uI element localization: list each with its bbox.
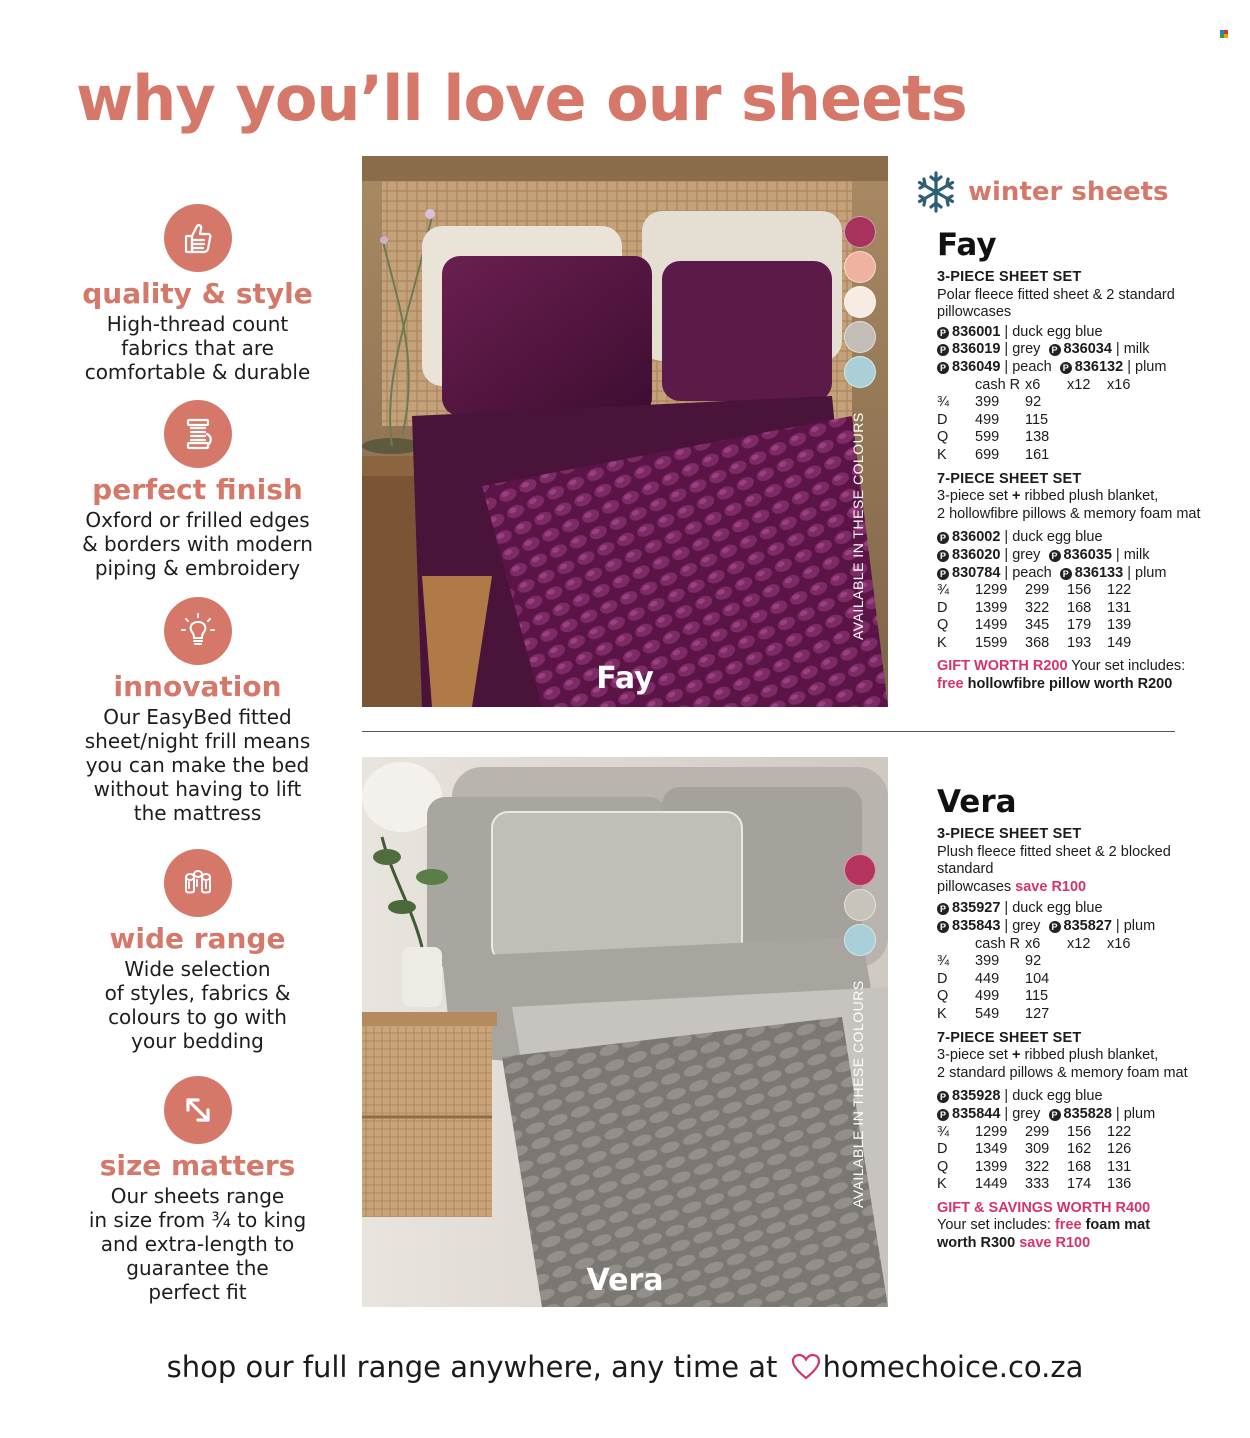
feature-title: perfect finish (92, 473, 303, 506)
p-badge-icon: P (937, 362, 949, 374)
diagonal-arrow-icon (164, 1076, 232, 1144)
p-badge-icon: P (1060, 568, 1072, 580)
colour-swatch-duck-egg-blue (844, 924, 876, 956)
vera-product-photo (362, 757, 888, 1307)
set-description-line2: 2 standard pillows & memory foam mat (937, 1064, 1188, 1081)
product-codes (937, 324, 1227, 377)
price-table: cash R x6 x12 x16 ¾ 399 92 D 449 104 Q 499 115 K 549 127 (937, 935, 1131, 1022)
p-badge-icon: P (937, 1109, 949, 1121)
vera-photo-label: Vera (586, 1263, 664, 1298)
fay-available-colours-label: AVAILABLE IN THESE COLOURS (850, 412, 866, 640)
website-link[interactable]: homechoice.co.za (822, 1350, 1084, 1384)
p-badge-icon: P (937, 1091, 949, 1103)
product-name: Fay (937, 227, 997, 263)
feature-quality-style (60, 204, 335, 384)
corner-logo-mark (1220, 30, 1228, 38)
product-codes: P 836002 | duck egg blue P 836020 | grey P 836035 | milk P 830784 | peach P 836133 | plum (937, 529, 1227, 582)
feature-title: size matters (99, 1149, 296, 1182)
page-headline: why you’ll love our sheets (76, 62, 967, 135)
gift-offer-line2: free hollowfibre pillow worth R200 (937, 676, 1173, 693)
set-title: 7-PIECE SHEET SET (937, 1029, 1082, 1046)
code-line: P 836001 | duck egg blue (937, 324, 1227, 342)
feature-size-matters (60, 1076, 335, 1304)
set-title: 3-PIECE SHEET SET (937, 269, 1082, 285)
set-description: 3-piece set + ribbed plush blanket, (937, 488, 1159, 505)
plus-icon: + (1011, 1047, 1021, 1064)
price-table: cash R x6 x12 x16 ¾ 399 92 D 499 115 Q 599 138 K 699 161 (937, 376, 1131, 463)
feature-description: Our EasyBed fitted sheet/night frill means you can make the bed without having to lift the mattress (84, 705, 311, 825)
p-badge-icon: P (937, 532, 949, 544)
colour-swatch-plum (844, 854, 876, 886)
fay-product-photo (362, 156, 888, 707)
set-title: 3-PIECE SHEET SET (937, 826, 1082, 842)
snowflake-icon (914, 170, 958, 214)
colour-swatch-peach (844, 251, 876, 283)
set-description: Polar fleece fitted sheet & 2 standard pillowcases (937, 286, 1175, 321)
feature-wide-range (60, 849, 335, 1053)
feature-description: High-thread count fabrics that are comfortable & durable (84, 312, 311, 384)
set-description: 3-piece set + ribbed plush blanket, (937, 1047, 1159, 1064)
feature-perfect-finish (60, 400, 335, 580)
colour-swatch-milk (844, 286, 876, 318)
fay-photo-label: Fay (596, 661, 654, 696)
feature-title: wide range (109, 922, 286, 955)
product-codes: P 835927 | duck egg blue P 835843 | grey P 835827 | plum (937, 900, 1227, 935)
thread-spool-icon (164, 400, 232, 468)
winter-sheets-label: winter sheets (968, 177, 1169, 207)
gift-offer-line2: Your set includes: free foam mat (937, 1217, 1151, 1234)
p-badge-icon: P (1060, 362, 1072, 374)
feature-title: innovation (113, 670, 282, 703)
footer-text: shop our full range anywhere, any time at (166, 1350, 787, 1384)
winter-sheets-header (914, 170, 1169, 214)
p-badge-icon: P (1049, 550, 1061, 562)
fay-product-info (937, 226, 1227, 694)
feature-description: Our sheets range in size from ¾ to king and extra-length to guarantee the perfect fit (88, 1184, 307, 1304)
p-badge-icon: P (937, 903, 949, 915)
fay-colour-swatches (832, 216, 888, 391)
price-table: ¾ 1299 299 156 122 D 1349 309 162 126 Q 1399 322 168 131 K 1449 333 174 136 (937, 1123, 1132, 1193)
p-badge-icon: P (937, 921, 949, 933)
feature-description: Wide selection of styles, fabrics & colours to go with your bedding (104, 957, 291, 1053)
feature-innovation (60, 597, 335, 825)
code-line: P 836049 | peach P 836132 | plum (937, 359, 1227, 377)
product-name: Vera (937, 784, 1017, 820)
p-badge-icon: P (937, 327, 949, 339)
heart-icon (791, 1353, 821, 1381)
feature-title: quality & style (82, 277, 313, 310)
code-line: P 836019 | grey P 836034 | milk (937, 341, 1227, 359)
lightbulb-icon (164, 597, 232, 665)
product-codes: P 835928 | duck egg blue P 835844 | grey P 835828 | plum (937, 1088, 1227, 1123)
p-badge-icon: P (1049, 921, 1061, 933)
section-divider (362, 731, 1175, 732)
colour-swatch-grey (844, 889, 876, 921)
footer-cta (0, 1350, 1250, 1384)
feature-description: Oxford or frilled edges & borders with modern piping & embroidery (82, 508, 313, 580)
vera-available-colours-label: AVAILABLE IN THESE COLOURS (850, 980, 866, 1208)
p-badge-icon: P (937, 568, 949, 580)
colour-swatch-plum (844, 216, 876, 248)
colour-swatch-duck-egg-blue (844, 356, 876, 388)
set-title: 7-PIECE SHEET SET (937, 470, 1082, 487)
colour-swatch-grey (844, 321, 876, 353)
gift-offer: GIFT & SAVINGS WORTH R400 (937, 1199, 1151, 1216)
vera-product-info (937, 783, 1227, 1253)
p-badge-icon: P (1049, 1109, 1061, 1121)
price-table: ¾ 1299 299 156 122 D 1399 322 168 131 Q 1499 345 179 139 K 1599 368 193 149 (937, 582, 1132, 651)
fabric-rolls-icon (164, 849, 232, 917)
p-badge-icon: P (937, 344, 949, 356)
p-badge-icon: P (937, 550, 949, 562)
set-description-line2: 2 hollowfibre pillows & memory foam mat (937, 505, 1201, 522)
set-description-line2: pillowcases save R100 (937, 878, 1087, 895)
gift-offer: GIFT WORTH R200 Your set includes: (937, 658, 1186, 675)
vera-colour-swatches (832, 854, 888, 959)
plus-icon: + (1011, 488, 1021, 505)
set-description: Plush fleece fitted sheet & 2 blocked standard (937, 843, 1171, 878)
p-badge-icon: P (1049, 344, 1061, 356)
gift-offer-line3: worth R300 save R100 (937, 1235, 1091, 1252)
thumbs-up-icon (164, 204, 232, 272)
